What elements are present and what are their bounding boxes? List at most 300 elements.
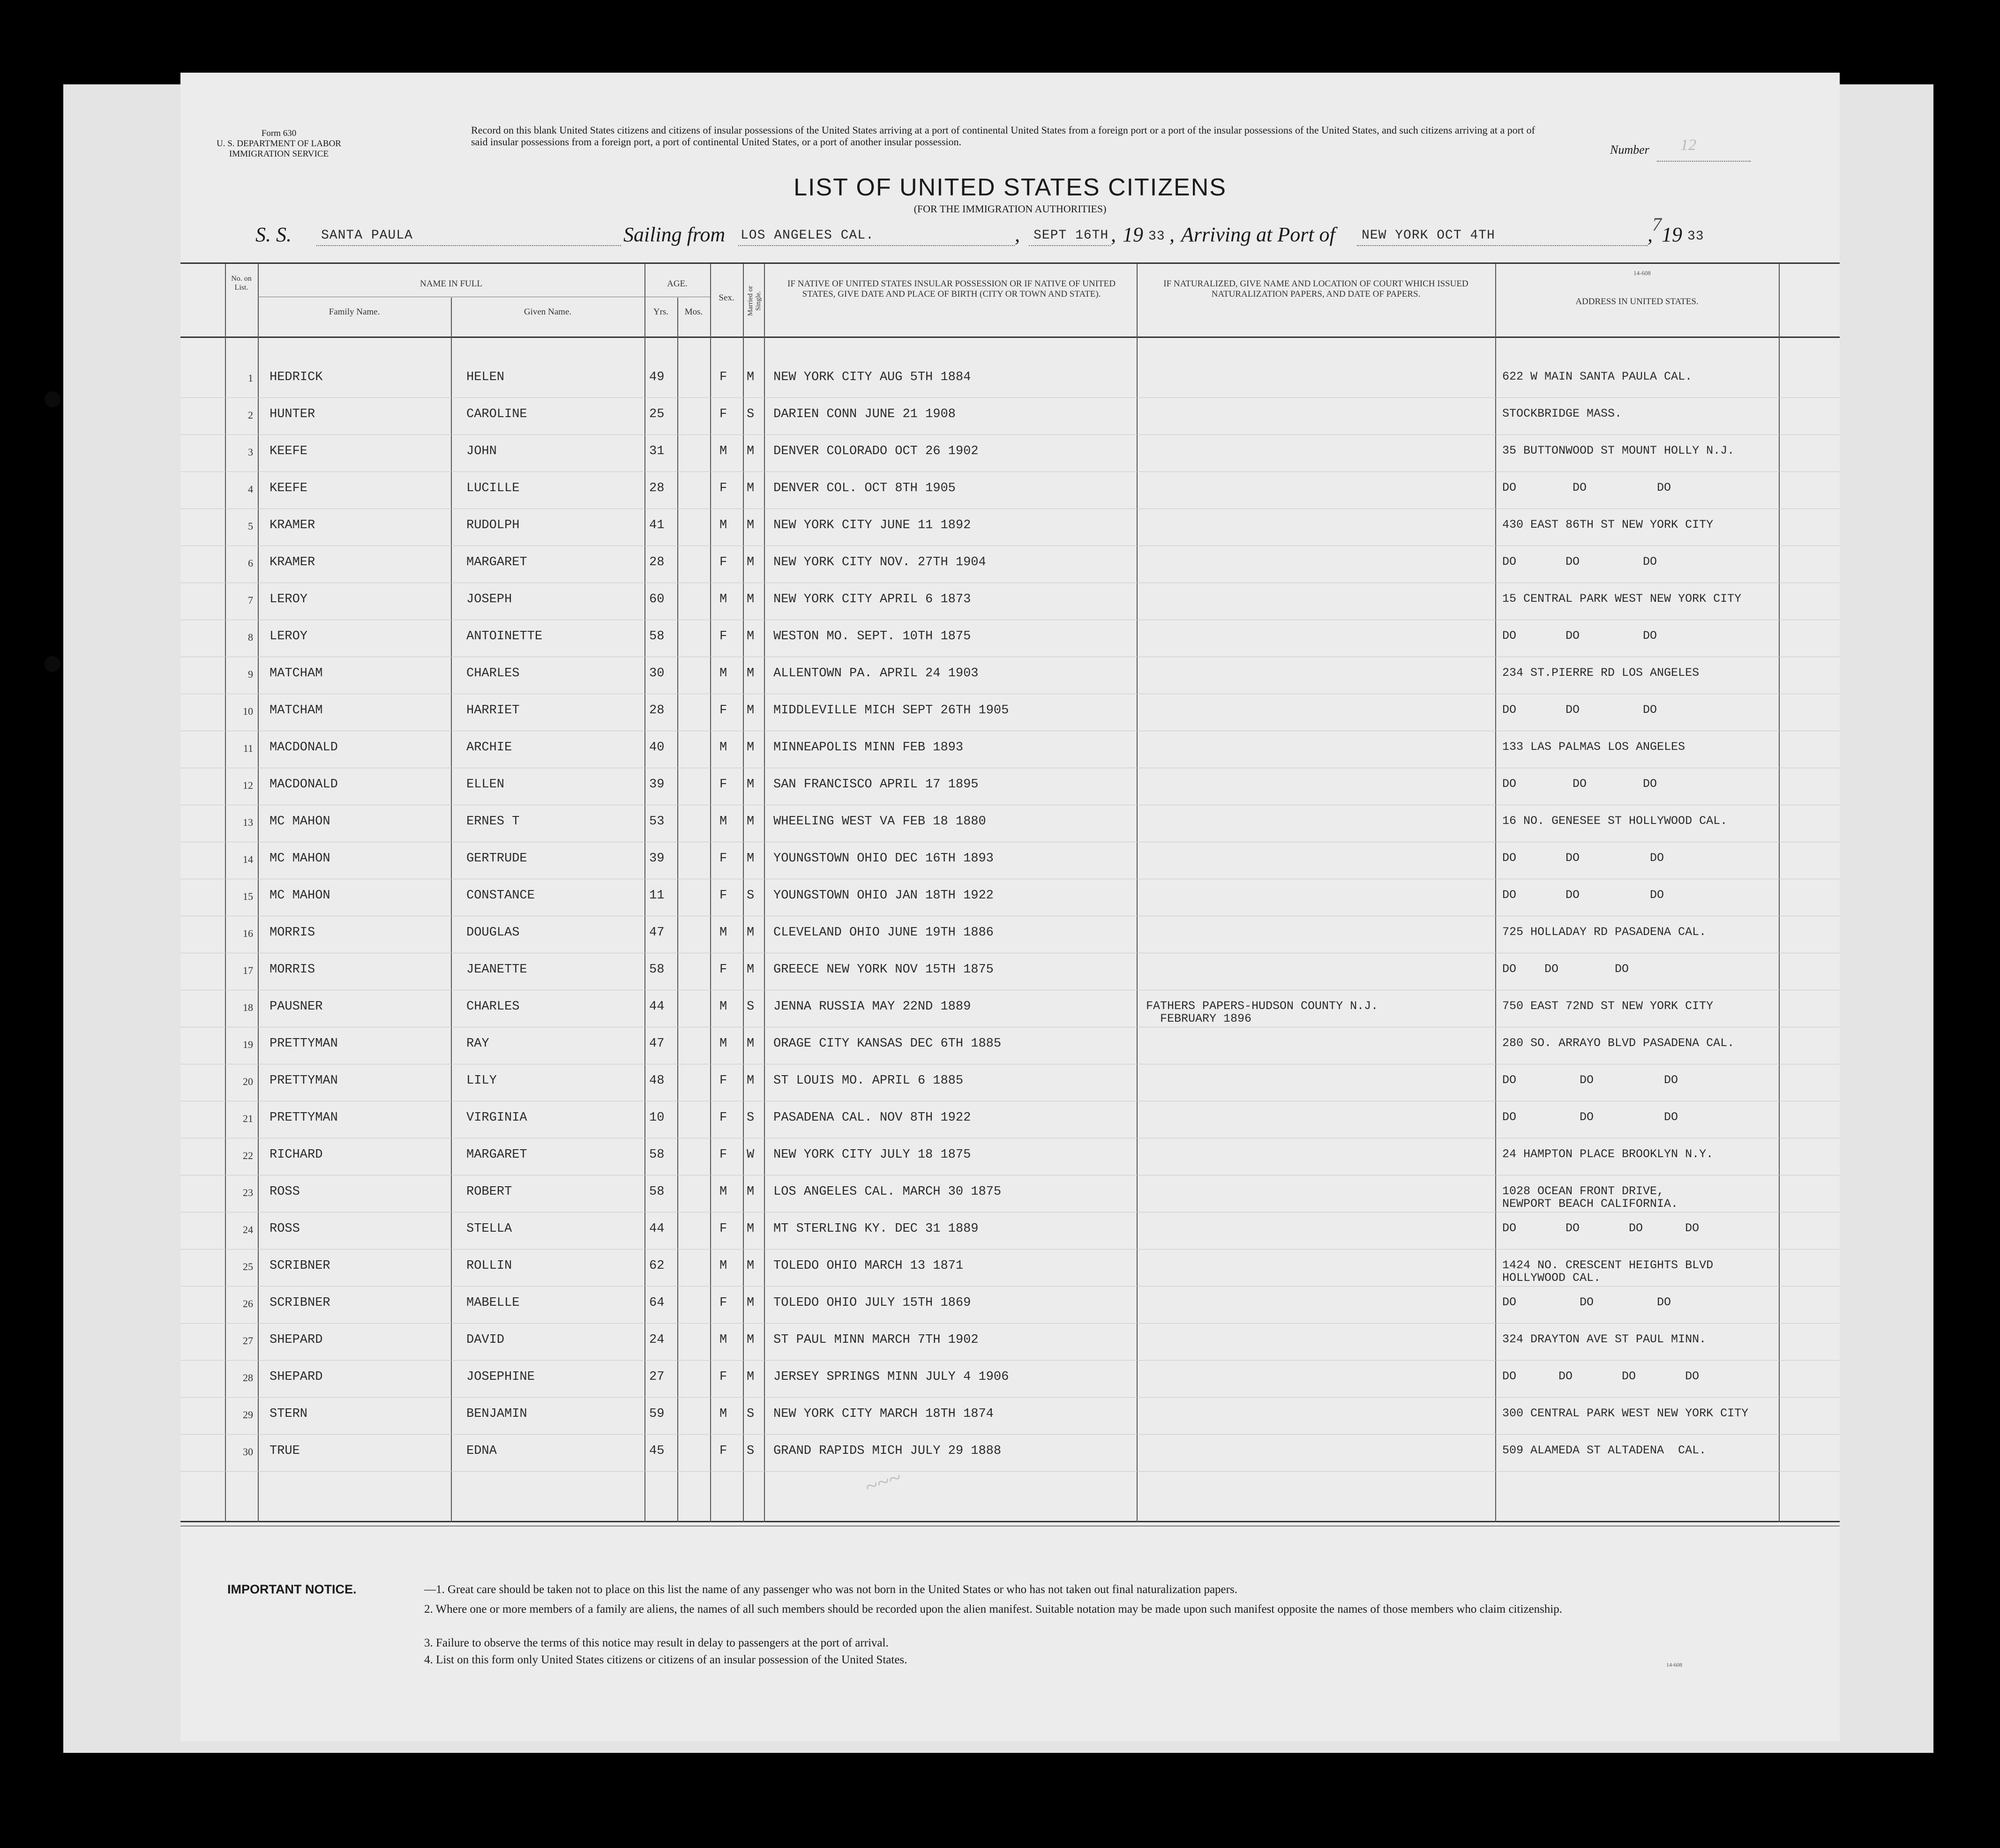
marital-status: S xyxy=(747,1407,755,1421)
marital-status: M xyxy=(747,1222,755,1236)
sex: M xyxy=(719,1000,727,1014)
age-years: 53 xyxy=(649,815,665,829)
age-years: 47 xyxy=(649,926,665,940)
row-number: 18 xyxy=(243,1002,253,1013)
birth-date-place: CLEVELAND OHIO JUNE 19TH 1886 xyxy=(773,926,994,940)
sex: M xyxy=(719,1333,727,1347)
marital-status: M xyxy=(747,926,755,940)
row-number: 15 xyxy=(243,890,253,902)
marital-status: M xyxy=(747,592,755,606)
family-name: HEDRICK xyxy=(270,370,323,384)
row-number: 2 xyxy=(248,409,253,421)
age-years: 44 xyxy=(649,1000,665,1014)
row-number: 24 xyxy=(243,1224,253,1235)
given-name: RAY xyxy=(466,1037,489,1051)
form-number: Form 630 xyxy=(261,128,297,138)
family-name: KRAMER xyxy=(270,555,315,569)
row-rule xyxy=(180,1360,1840,1361)
family-name: MACDONALD xyxy=(270,778,338,792)
sex: M xyxy=(719,926,727,940)
family-name: RICHARD xyxy=(270,1148,323,1162)
age-years: 39 xyxy=(649,852,665,866)
family-name: KEEFE xyxy=(270,481,308,495)
service-name: IMMIGRATION SERVICE xyxy=(229,149,329,159)
age-years: 59 xyxy=(649,1407,665,1421)
binder-hole xyxy=(45,391,60,407)
col-yrs-header: Yrs. xyxy=(653,307,669,317)
marital-status: M xyxy=(747,1296,755,1310)
given-name: CHARLES xyxy=(466,666,520,681)
marital-status: S xyxy=(747,1444,755,1458)
row-rule xyxy=(180,434,1840,435)
family-name: STERN xyxy=(270,1407,308,1421)
number-label: Number xyxy=(1610,143,1649,157)
family-name: MORRIS xyxy=(270,963,315,977)
row-number: 10 xyxy=(243,705,253,717)
sex: F xyxy=(719,1148,727,1162)
row-number: 21 xyxy=(243,1113,253,1124)
ss-label: S. S. xyxy=(255,223,292,246)
birth-date-place: JENNA RUSSIA MAY 22ND 1889 xyxy=(773,1000,971,1014)
given-name: MABELLE xyxy=(466,1296,520,1310)
us-address: 430 EAST 86TH ST NEW YORK CITY xyxy=(1502,518,1714,531)
col-mos-header: Mos. xyxy=(684,307,703,317)
birth-date-place: NEW YORK CITY JUNE 11 1892 xyxy=(773,518,971,532)
us-address: DO DO DO xyxy=(1502,629,1657,643)
notice-item-3: 3. Failure to observe the terms of this notice may result in delay to passengers at the port of arrival. xyxy=(424,1637,889,1649)
given-name: MARGARET xyxy=(466,555,527,569)
col-family-header: Family Name. xyxy=(329,307,380,317)
us-address: 622 W MAIN SANTA PAULA CAL. xyxy=(1502,370,1693,383)
number-value: 12 xyxy=(1680,136,1696,154)
sex: M xyxy=(719,444,727,458)
birth-date-place: WHEELING WEST VA FEB 18 1880 xyxy=(773,815,986,829)
given-name: DOUGLAS xyxy=(466,926,520,940)
age-years: 64 xyxy=(649,1296,665,1310)
age-years: 40 xyxy=(649,741,665,755)
age-years: 39 xyxy=(649,778,665,792)
us-address: 300 CENTRAL PARK WEST NEW YORK CITY xyxy=(1502,1407,1749,1420)
marital-status: M xyxy=(747,1370,755,1384)
row-number: 11 xyxy=(243,742,253,754)
ship-underline xyxy=(316,245,621,246)
family-name: HUNTER xyxy=(270,407,315,421)
sex: F xyxy=(719,1444,727,1458)
row-rule xyxy=(180,471,1840,472)
age-years: 31 xyxy=(649,444,665,458)
sex: F xyxy=(719,555,727,569)
age-years: 44 xyxy=(649,1222,665,1236)
birth-date-place: MIDDLEVILLE MICH SEPT 26TH 1905 xyxy=(773,703,1009,718)
sex: F xyxy=(719,629,727,643)
family-name: LEROY xyxy=(270,592,308,606)
row-number: 12 xyxy=(243,779,253,791)
row-rule xyxy=(180,1434,1840,1435)
birth-date-place: MINNEAPOLIS MINN FEB 1893 xyxy=(773,741,964,755)
given-name: RUDOLPH xyxy=(466,518,520,532)
birth-date-place: NEW YORK CITY APRIL 6 1873 xyxy=(773,592,971,606)
birth-date-place: NEW YORK CITY MARCH 18TH 1874 xyxy=(773,1407,994,1421)
age-years: 28 xyxy=(649,703,665,718)
us-address: STOCKBRIDGE MASS. xyxy=(1502,407,1622,420)
age-years: 41 xyxy=(649,518,665,532)
family-name: MC MAHON xyxy=(270,889,330,903)
sex: F xyxy=(719,370,727,384)
row-number: 5 xyxy=(248,520,253,532)
us-address: DO DO DO xyxy=(1502,555,1657,569)
birth-date-place: JERSEY SPRINGS MINN JULY 4 1906 xyxy=(773,1370,1009,1384)
printer-code: 14-608 xyxy=(1633,269,1651,277)
marital-status: M xyxy=(747,1074,755,1088)
given-name: CONSTANCE xyxy=(466,889,535,903)
marital-status: M xyxy=(747,741,755,755)
row-rule xyxy=(180,1286,1840,1287)
birth-date-place: ORAGE CITY KANSAS DEC 6TH 1885 xyxy=(773,1037,1002,1051)
us-address: 234 ST.PIERRE RD LOS ANGELES xyxy=(1502,666,1700,680)
manifest-sheet: Form 630 U. S. DEPARTMENT OF LABOR IMMIGRATION SERVICE Record on this blank United States citizens and citizens of insular possessions of the United States arriving at a port of continental United States from a foreign port or a port of the insular possessions of the United States, and such citizens arriving at a port of said insular possessions from a foreign port, a port of continental United States, or a port of another insular possession. Number 12 LIST OF UNITED STATES CITIZENS (FOR THE IMMIGRATION AUTHORITIES) S. S. SANTA PAULA Sailing from LOS ANGELES CAL. , SEPT 16TH , 19 33 , Arriving at Port of NEW YORK OCT 4TH , 19 33 7 14-608 No. on List. NAME IN FULL Family Name. Given Name. AGE. Yrs. Mos. Sex. Married or Single. IF NATIVE OF UNITED STATES INSULAR POSSESSION OR IF NATIVE OF UNITED STATES, GIVE DATE AND PLACE OF BIRTH (CITY OR TOWN AND STATE). IF NATURALIZED, GIVE NAME AND LOCATION OF COURT WHICH ISSUED NATURALIZATION PAPERS, AND DATE OF PAPERS. ADDRESS IN UNITED STATES. 1 HEDRICK HELEN 49 F M NEW YORK CITY AUG 5TH 1884 622 W MAIN SANTA PAULA CAL. 2 HUNTER CAROLINE 25 F S DARIEN CONN JUNE 21 1908 STOCKBRIDGE MASS. 3 KEEFE JOHN 31 M M DENVER COLORADO OCT 26 1902 35 BUTTONWOOD ST MOUNT HOLLY N.J. 4 KEEFE LUCILLE 28 F M DENVER COL. OCT 8TH 1905 DO DO DO 5 KRAMER RUDOLPH 41 M M NEW YORK CITY JUNE 11 1892 430 EAST 86TH ST NEW YORK CITY 6 KRAMER MARGARET 28 F M NEW YORK CITY NOV. 27TH 1904 DO DO DO 7 LEROY JOSEPH 60 M M NEW YORK CITY APRIL 6 1873 15 CENTRAL PARK WEST NEW YORK CITY 8 LEROY ANTOINETTE 58 F M WESTON MO. SEPT. 10TH 1875 DO DO DO 9 MATCHAM CHARLES 30 M M ALLENTOWN PA. APRIL 24 1903 234 ST.PIERRE RD LOS ANGELES 10 MATCHAM HARRIET 28 F M MIDDLEVILLE MICH SEPT 26TH 1905 DO DO DO 11 MACDONALD ARCHIE 40 M M MINNEAPOLIS MINN FEB 1893 133 LAS PALMAS LOS ANGELES 12 MACDONALD ELLEN 39 F M SAN FRANCISCO APRIL 17 1895 DO DO DO 13 MC MAHON ERNES T 53 M M WHEELING WEST VA FEB 18 1880 16 NO. GENESEE ST HOLLYWOOD CAL. 14 MC MAHON GERTRUDE 39 F M YOUNGSTOWN OHIO DEC 16TH 1893 DO DO DO 15 MC MAHON CONSTANCE 11 F S YOUNGSTOWN OHIO JAN 18TH 1922 DO DO DO 16 MORRIS DOUGLAS 47 M M CLEVELAND OHIO JUNE 19TH 1886 725 HOLLADAY RD PASADENA CAL. 17 MORRIS JEANETTE 58 F M GREECE NEW YORK NOV 15TH 1875 DO DO DO 18 PAUSNER CHARLES 44 M S JENNA RUSSIA MAY 22ND 1889 FATHERS PAPERS-HUDSON COUNTY N.J. FEBRUARY 1896 750 EAST 72ND ST NEW YORK CITY 19 PRETTYMAN RAY 47 M M ORAGE CITY KANSAS DEC 6TH 1885 280 SO. ARRAYO BLVD PASADENA CAL. 20 PRETTYMAN LILY 48 F M ST LOUIS MO. APRIL 6 1885 DO DO DO 21 PRETTYMAN VIRGINIA 10 F S PASADENA CAL. NOV 8TH 1922 DO DO DO 22 RICHARD MARGARET 58 F W NEW YORK CITY JULY 18 1875 24 HAMPTON PLACE BROOKLYN N.Y. 23 ROSS ROBERT 58 M M LOS ANGELES CAL. MARCH 30 1875 1028 OCEAN FRONT DRIVE, NEWPORT BEACH CALIFORNIA. 24 ROSS STELLA 44 F M MT STERLING KY. DEC 31 1889 DO DO DO DO 25 SCRIBNER ROLLIN 62 M M TOLEDO OHIO MARCH 13 1871 1424 NO. CRESCENT HEIGHTS BLVD HOLLYWOOD CAL. 26 SCRIBNER MABELLE 64 F M TOLEDO OHIO JULY 15TH 1869 DO DO DO 27 SHEPARD DAVID 24 M M ST PAUL MINN MARCH 7TH 1902 324 DRAYTON AVE ST PAUL MINN. 28 SHEPARD JOSEPHINE 27 F M JERSEY SPRINGS MINN JULY 4 1906 DO DO DO DO 29 STERN BENJAMIN 59 M S NEW YORK CITY MARCH 18TH 1874 300 CENTRAL PARK WEST NEW YORK CITY 30 TRUE EDNA 45 F S GRAND RAPIDS MICH JULY 29 1888 509 ALAMEDA ST ALTADENA CAL. ~~~ IMPORTANT NOTICE. —1. Great care should be taken not to place on this list the name of any passenger who was not born in the United States or who has not taken out final naturalization papers. 2. Where one or more members of a family are aliens, the names of all such members should be recorded upon the alien manifest. Suitable notation may be made upon such manifest opposite the names of those members who claim citizenship. 3. Failure to observe the terms of this notice may result in delay to passengers at the port of arrival. 4. List on this form only United States citizens or citizens of an insular possession of the United States. 14-608 xyxy=(180,73,1840,1741)
given-name: CHARLES xyxy=(466,1000,520,1014)
notice-heading: IMPORTANT NOTICE. xyxy=(227,1582,357,1596)
given-name: JOSEPHINE xyxy=(466,1370,535,1384)
marital-status: M xyxy=(747,481,755,495)
birth-date-place: ALLENTOWN PA. APRIL 24 1903 xyxy=(773,666,979,681)
col-age-header: AGE. xyxy=(667,279,688,289)
birth-date-place: DENVER COLORADO OCT 26 1902 xyxy=(773,444,979,458)
us-address: 1424 NO. CRESCENT HEIGHTS BLVD HOLLYWOOD CAL. xyxy=(1502,1258,1714,1285)
family-name: SHEPARD xyxy=(270,1370,323,1384)
sex: M xyxy=(719,518,727,532)
sex: M xyxy=(719,741,727,755)
birth-date-place: DARIEN CONN JUNE 21 1908 xyxy=(773,407,956,421)
birth-date-place: WESTON MO. SEPT. 10TH 1875 xyxy=(773,629,971,643)
given-name: JOSEPH xyxy=(466,592,512,606)
given-name: VIRGINIA xyxy=(466,1111,527,1125)
row-number: 23 xyxy=(243,1187,253,1198)
family-name: ROSS xyxy=(270,1222,300,1236)
age-years: 62 xyxy=(649,1259,665,1273)
notice-item-4: 4. List on this form only United States citizens or citizens of an insular possession of the United States. xyxy=(424,1653,907,1666)
binder-hole xyxy=(45,656,60,672)
family-name: MORRIS xyxy=(270,926,315,940)
family-name: TRUE xyxy=(270,1444,300,1458)
age-years: 28 xyxy=(649,481,665,495)
table-header-rule xyxy=(180,337,1840,338)
row-number: 16 xyxy=(243,928,253,939)
family-name: MC MAHON xyxy=(270,852,330,866)
given-name: DAVID xyxy=(466,1333,505,1347)
sex: F xyxy=(719,889,727,903)
given-name: LILY xyxy=(466,1074,497,1088)
us-address: DO DO DO xyxy=(1502,1073,1678,1087)
birth-date-place: GREECE NEW YORK NOV 15TH 1875 xyxy=(773,963,994,977)
sex: F xyxy=(719,407,727,421)
arrive-year: 33 xyxy=(1687,229,1704,244)
row-number: 1 xyxy=(248,372,253,384)
birth-date-place: TOLEDO OHIO JULY 15TH 1869 xyxy=(773,1296,971,1310)
departure-port: LOS ANGELES CAL. xyxy=(741,228,874,243)
sail-year-prefix: 19 xyxy=(1123,223,1143,246)
given-name: EDNA xyxy=(466,1444,497,1458)
arriving-label: Arriving at Port of xyxy=(1181,223,1335,246)
family-name: MATCHAM xyxy=(270,703,323,718)
age-years: 48 xyxy=(649,1074,665,1088)
sailing-label: Sailing from xyxy=(623,223,726,246)
row-number: 30 xyxy=(243,1446,253,1458)
given-name: ARCHIE xyxy=(466,741,512,755)
age-years: 58 xyxy=(649,1185,665,1199)
us-address: 24 HAMPTON PLACE BROOKLYN N.Y. xyxy=(1502,1147,1714,1161)
given-name: JOHN xyxy=(466,444,497,458)
row-number: 20 xyxy=(243,1076,253,1087)
row-rule xyxy=(180,1323,1840,1324)
ship-name: SANTA PAULA xyxy=(321,228,413,243)
us-address: DO DO DO xyxy=(1502,777,1657,791)
row-number: 3 xyxy=(248,446,253,458)
marital-status: M xyxy=(747,666,755,681)
family-name: SCRIBNER xyxy=(270,1296,330,1310)
given-name: STELLA xyxy=(466,1222,512,1236)
birth-date-place: SAN FRANCISCO APRIL 17 1895 xyxy=(773,778,979,792)
age-years: 10 xyxy=(649,1111,665,1125)
us-address: 509 ALAMEDA ST ALTADENA CAL. xyxy=(1502,1444,1707,1457)
sex: F xyxy=(719,1296,727,1310)
col-married-header: Married or Single. xyxy=(747,285,762,316)
sex: F xyxy=(719,481,727,495)
marital-status: W xyxy=(747,1148,755,1162)
row-number: 7 xyxy=(248,594,253,606)
birth-date-place: YOUNGSTOWN OHIO JAN 18TH 1922 xyxy=(773,889,994,903)
col-birth-header: IF NATIVE OF UNITED STATES INSULAR POSSESSION OR IF NATIVE OF UNITED STATES, GIVE DATE AND PLACE OF BIRTH (CITY OR TOWN AND STATE). xyxy=(787,279,1116,299)
sex: M xyxy=(719,1259,727,1273)
port-from-underline xyxy=(738,245,1015,246)
birth-date-place: MT STERLING KY. DEC 31 1889 xyxy=(773,1222,979,1236)
sex: M xyxy=(719,1407,727,1421)
marital-status: S xyxy=(747,1111,755,1125)
page-title: LIST OF UNITED STATES CITIZENS xyxy=(794,174,1227,201)
row-number: 17 xyxy=(243,965,253,976)
naturalization-info: FATHERS PAPERS-HUDSON COUNTY N.J. FEBRUARY 1896 xyxy=(1146,999,1378,1025)
given-name: ELLEN xyxy=(466,778,505,792)
us-address: 324 DRAYTON AVE ST PAUL MINN. xyxy=(1502,1332,1707,1346)
us-address: 750 EAST 72ND ST NEW YORK CITY xyxy=(1502,999,1714,1013)
age-years: 58 xyxy=(649,629,665,643)
marital-status: M xyxy=(747,518,755,532)
family-name: PRETTYMAN xyxy=(270,1074,338,1088)
us-address: DO DO DO xyxy=(1502,962,1629,976)
row-number: 28 xyxy=(243,1372,253,1384)
row-number: 29 xyxy=(243,1409,253,1421)
marital-status: M xyxy=(747,1259,755,1273)
age-years: 47 xyxy=(649,1037,665,1051)
birth-date-place: NEW YORK CITY JULY 18 1875 xyxy=(773,1148,971,1162)
table-top-rule xyxy=(180,262,1840,264)
handwritten-mark: 7 xyxy=(1652,214,1662,235)
sex: F xyxy=(719,1111,727,1125)
age-years: 11 xyxy=(649,889,665,903)
given-name: ROBERT xyxy=(466,1185,512,1199)
birth-date-place: ST PAUL MINN MARCH 7TH 1902 xyxy=(773,1333,979,1347)
bottom-form-code: 14-608 xyxy=(1666,1661,1682,1668)
notice-item-1: —1. Great care should be taken not to place on this list the name of any passenger who was not born in the United States or who has not taken out final naturalization papers. xyxy=(424,1583,1237,1596)
given-name: GERTRUDE xyxy=(466,852,527,866)
sex: M xyxy=(719,592,727,606)
col-no-header: No. on List. xyxy=(231,275,252,292)
marital-status: M xyxy=(747,778,755,792)
birth-date-place: YOUNGSTOWN OHIO DEC 16TH 1893 xyxy=(773,852,994,866)
row-number: 4 xyxy=(248,483,253,495)
us-address: 133 LAS PALMAS LOS ANGELES xyxy=(1502,740,1685,754)
us-address: 35 BUTTONWOOD ST MOUNT HOLLY N.J. xyxy=(1502,444,1735,457)
marital-status: M xyxy=(747,370,755,384)
us-address: DO DO DO DO xyxy=(1502,1369,1700,1383)
col-naturalized-header: IF NATURALIZED, GIVE NAME AND LOCATION OF COURT WHICH ISSUED NATURALIZATION PAPERS, AND DATE OF PAPERS. xyxy=(1163,279,1468,299)
sex: F xyxy=(719,852,727,866)
age-years: 58 xyxy=(649,963,665,977)
marital-status: M xyxy=(747,1037,755,1051)
birth-date-place: DENVER COL. OCT 8TH 1905 xyxy=(773,481,956,495)
row-number: 25 xyxy=(243,1261,253,1272)
marital-status: S xyxy=(747,1000,755,1014)
row-number: 22 xyxy=(243,1150,253,1161)
age-years: 30 xyxy=(649,666,665,681)
family-name: KEEFE xyxy=(270,444,308,458)
sex: M xyxy=(719,666,727,681)
family-name: ROSS xyxy=(270,1185,300,1199)
sex: F xyxy=(719,1370,727,1384)
row-rule xyxy=(180,1397,1840,1398)
marital-status: M xyxy=(747,703,755,718)
col-sex-header: Sex. xyxy=(719,293,734,303)
port-to-underline xyxy=(1357,245,1648,246)
marital-status: M xyxy=(747,555,755,569)
marital-status: S xyxy=(747,889,755,903)
col-address-header: ADDRESS IN UNITED STATES. xyxy=(1575,297,1699,307)
us-address: 15 CENTRAL PARK WEST NEW YORK CITY xyxy=(1502,592,1742,606)
sex: M xyxy=(719,815,727,829)
row-number: 9 xyxy=(248,668,253,680)
sail-date: SEPT 16TH xyxy=(1034,228,1109,243)
given-name: ANTOINETTE xyxy=(466,629,543,643)
sex: M xyxy=(719,1185,727,1199)
us-address: DO DO DO xyxy=(1502,1295,1671,1309)
us-address: DO DO DO xyxy=(1502,888,1664,902)
family-name: PRETTYMAN xyxy=(270,1111,338,1125)
birth-date-place: LOS ANGELES CAL. MARCH 30 1875 xyxy=(773,1185,1002,1199)
marital-status: M xyxy=(747,629,755,643)
us-address: 1028 OCEAN FRONT DRIVE, NEWPORT BEACH CALIFORNIA. xyxy=(1502,1184,1678,1211)
notice-item-2: 2. Where one or more members of a family are aliens, the names of all such members should be recorded upon the alien manifest. Suitable notation may be made upon such manifest opposite the names of those members who claim citizenship. xyxy=(424,1603,1563,1616)
age-years: 58 xyxy=(649,1148,665,1162)
sex: M xyxy=(719,1037,727,1051)
page-subtitle: (FOR THE IMMIGRATION AUTHORITIES) xyxy=(914,203,1107,215)
department-name: U. S. DEPARTMENT OF LABOR xyxy=(217,139,341,149)
arrive-year-prefix: 19 xyxy=(1662,223,1682,246)
row-number: 27 xyxy=(243,1335,253,1347)
family-name: MATCHAM xyxy=(270,666,323,681)
marital-status: M xyxy=(747,852,755,866)
sex: F xyxy=(719,778,727,792)
sail-date-underline xyxy=(1029,245,1111,246)
row-number: 26 xyxy=(243,1298,253,1309)
marital-status: M xyxy=(747,963,755,977)
given-name: HARRIET xyxy=(466,703,520,718)
given-name: ROLLIN xyxy=(466,1259,512,1273)
marital-status: M xyxy=(747,1185,755,1199)
sex: F xyxy=(719,703,727,718)
family-name: MACDONALD xyxy=(270,741,338,755)
family-name: PAUSNER xyxy=(270,1000,323,1014)
arrival-port: NEW YORK OCT 4TH xyxy=(1362,228,1495,243)
row-number: 14 xyxy=(243,853,253,865)
age-years: 49 xyxy=(649,370,665,384)
family-name: PRETTYMAN xyxy=(270,1037,338,1051)
birth-date-place: GRAND RAPIDS MICH JULY 29 1888 xyxy=(773,1444,1002,1458)
col-given-header: Given Name. xyxy=(524,307,572,317)
given-name: BENJAMIN xyxy=(466,1407,527,1421)
row-number: 13 xyxy=(243,816,253,828)
marital-status: M xyxy=(747,815,755,829)
row-rule xyxy=(180,397,1840,398)
birth-date-place: PASADENA CAL. NOV 8TH 1922 xyxy=(773,1111,971,1125)
us-address: DO DO DO xyxy=(1502,1110,1678,1124)
age-years: 28 xyxy=(649,555,665,569)
given-name: HELEN xyxy=(466,370,505,384)
row-number: 8 xyxy=(248,631,253,643)
marital-status: M xyxy=(747,444,755,458)
table-bottom-rule xyxy=(180,1521,1840,1522)
family-name: MC MAHON xyxy=(270,815,330,829)
row-rule xyxy=(180,1471,1840,1472)
us-address: 725 HOLLADAY RD PASADENA CAL. xyxy=(1502,925,1707,939)
sail-year: 33 xyxy=(1148,229,1165,244)
row-number: 19 xyxy=(243,1039,253,1050)
ink-stamp: ~~~ xyxy=(861,1465,905,1500)
birth-date-place: ST LOUIS MO. APRIL 6 1885 xyxy=(773,1074,964,1088)
number-field xyxy=(1657,149,1751,162)
family-name: SCRIBNER xyxy=(270,1259,330,1273)
family-name: KRAMER xyxy=(270,518,315,532)
age-years: 24 xyxy=(649,1333,665,1347)
us-address: DO DO DO xyxy=(1502,481,1671,494)
us-address: DO DO DO xyxy=(1502,703,1657,717)
instruction-text: Record on this blank United States citizens and citizens of insular possessions of the United States arriving at a port of continental United States from a foreign port or a port of the insular possessions of the United States, and such citizens arriving at a port of said insular possessions from a foreign port, a port of continental United States, or a port of another insular possession. xyxy=(471,124,1535,148)
birth-date-place: NEW YORK CITY NOV. 27TH 1904 xyxy=(773,555,986,569)
sex: F xyxy=(719,1074,727,1088)
sex: F xyxy=(719,1222,727,1236)
age-years: 25 xyxy=(649,407,665,421)
us-address: DO DO DO xyxy=(1502,851,1664,865)
row-number: 6 xyxy=(248,557,253,569)
given-name: CAROLINE xyxy=(466,407,527,421)
family-name: LEROY xyxy=(270,629,308,643)
given-name: LUCILLE xyxy=(466,481,520,495)
us-address: DO DO DO DO xyxy=(1502,1221,1700,1235)
age-years: 27 xyxy=(649,1370,665,1384)
given-name: JEANETTE xyxy=(466,963,527,977)
given-name: ERNES T xyxy=(466,815,520,829)
age-years: 45 xyxy=(649,1444,665,1458)
age-years: 60 xyxy=(649,592,665,606)
given-name: MARGARET xyxy=(466,1148,527,1162)
us-address: 16 NO. GENESEE ST HOLLYWOOD CAL. xyxy=(1502,814,1728,828)
marital-status: S xyxy=(747,407,755,421)
birth-date-place: NEW YORK CITY AUG 5TH 1884 xyxy=(773,370,971,384)
us-address: 280 SO. ARRAYO BLVD PASADENA CAL. xyxy=(1502,1036,1735,1050)
col-name-header: NAME IN FULL xyxy=(420,279,482,289)
sex: F xyxy=(719,963,727,977)
family-name: SHEPARD xyxy=(270,1333,323,1347)
marital-status: M xyxy=(747,1333,755,1347)
